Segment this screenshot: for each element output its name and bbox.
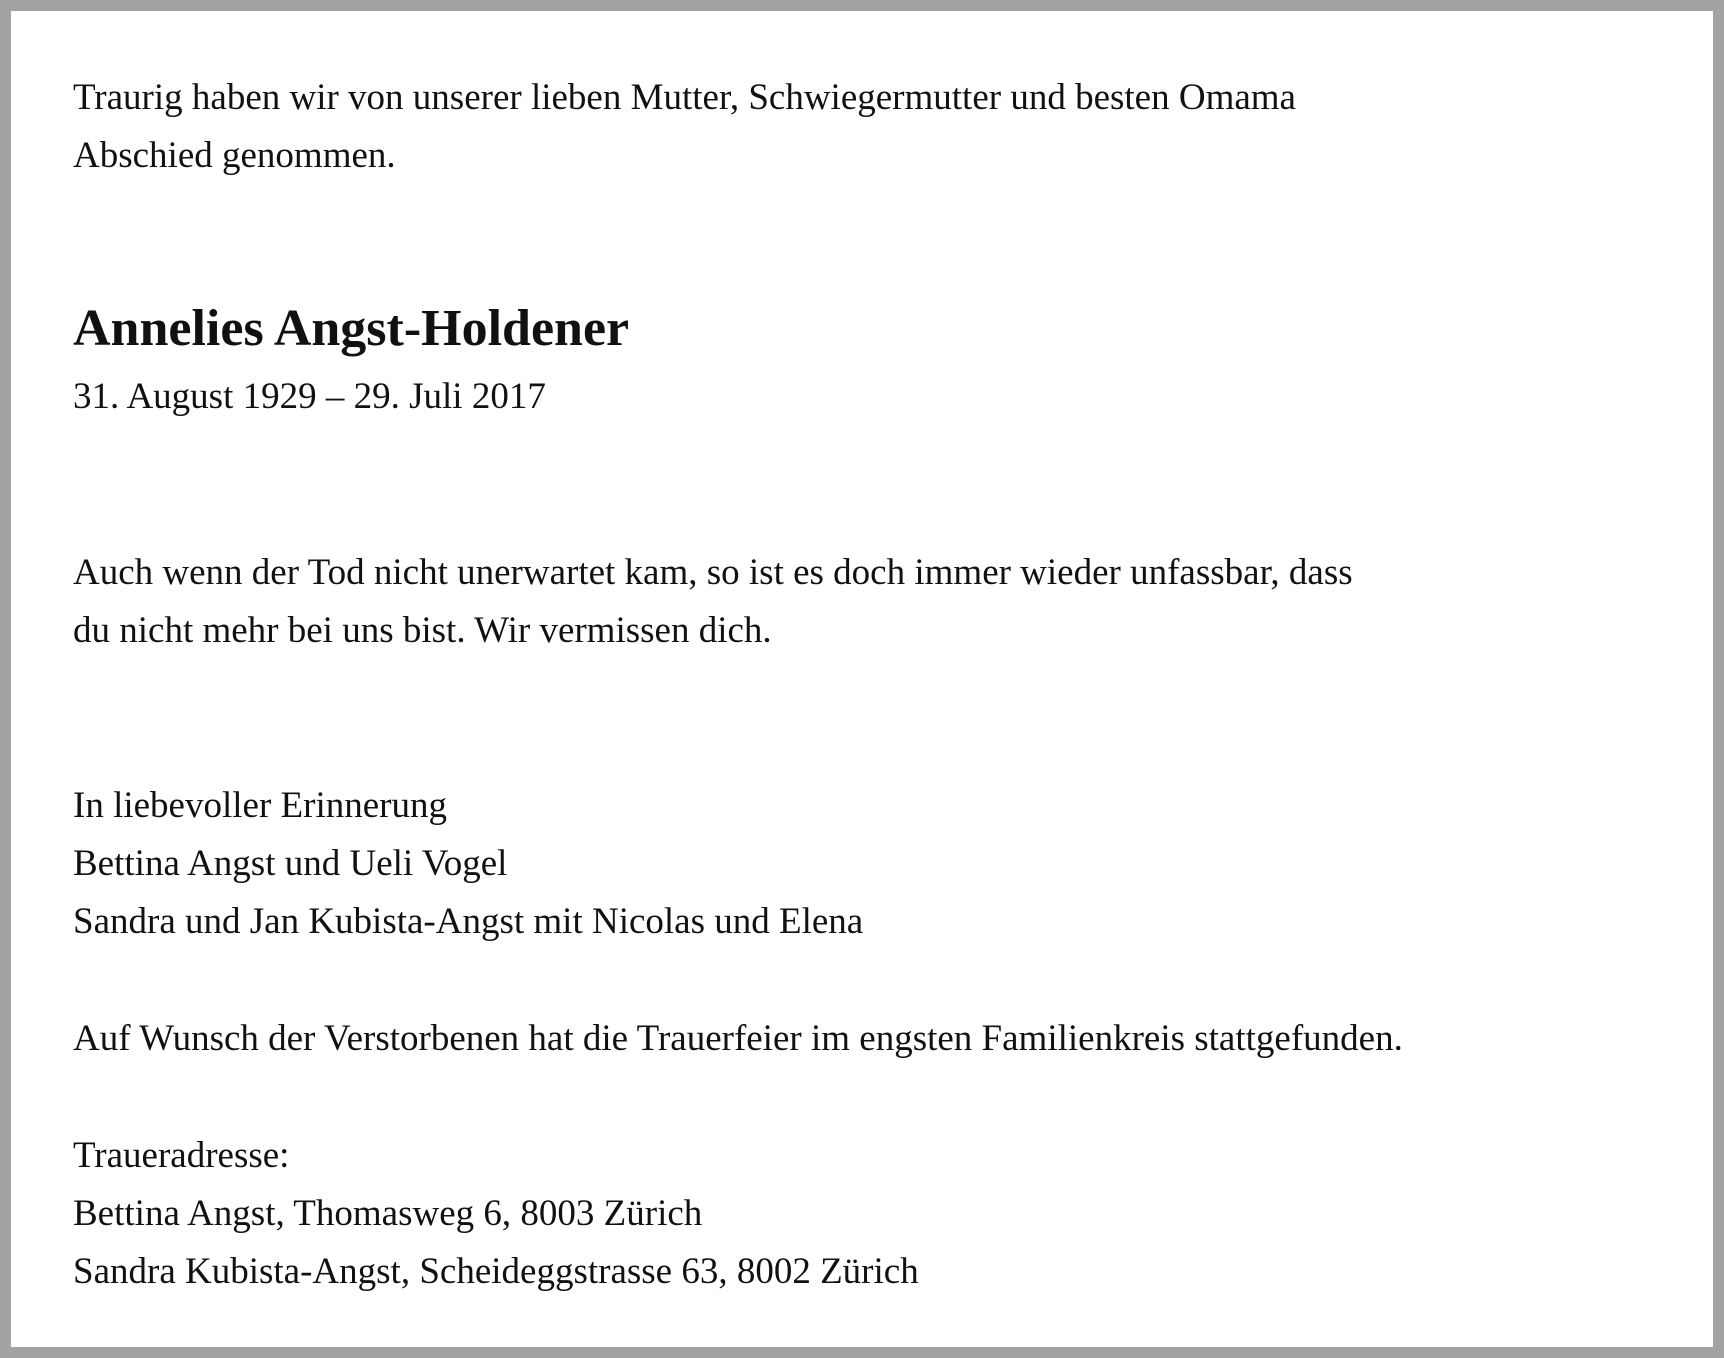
family-member: Sandra und Jan Kubista-Angst mit Nicolas und Elena [73, 901, 864, 942]
family-heading: In liebevoller Erinnerung [73, 785, 447, 826]
family-member: Bettina Angst und Ueli Vogel [73, 843, 508, 884]
obituary-page [11, 11, 1713, 1347]
message-line-1: Auch wenn der Tod nicht unerwartet kam, so ist es doch immer wieder unfassbar, dass [73, 552, 1353, 593]
intro-line-2: Abschied genommen. [73, 135, 396, 176]
deceased-name: Annelies Angst-Holdener [73, 300, 630, 357]
message-line-2: du nicht mehr bei uns bist. Wir vermissen dich. [73, 610, 772, 651]
address-heading: Traueradresse: [73, 1135, 290, 1176]
address-line: Bettina Angst, Thomasweg 6, 8003 Zürich [73, 1193, 703, 1234]
ceremony-note: Auf Wunsch der Verstorbenen hat die Trauerfeier im engsten Familienkreis stattgefunden. [73, 1018, 1403, 1059]
intro-line-1: Traurig haben wir von unserer lieben Mutter, Schwiegermutter und besten Omama [73, 77, 1296, 118]
address-line: Sandra Kubista-Angst, Scheideggstrasse 63, 8002 Zürich [73, 1251, 919, 1292]
life-dates: 31. August 1929 – 29. Juli 2017 [73, 376, 546, 417]
